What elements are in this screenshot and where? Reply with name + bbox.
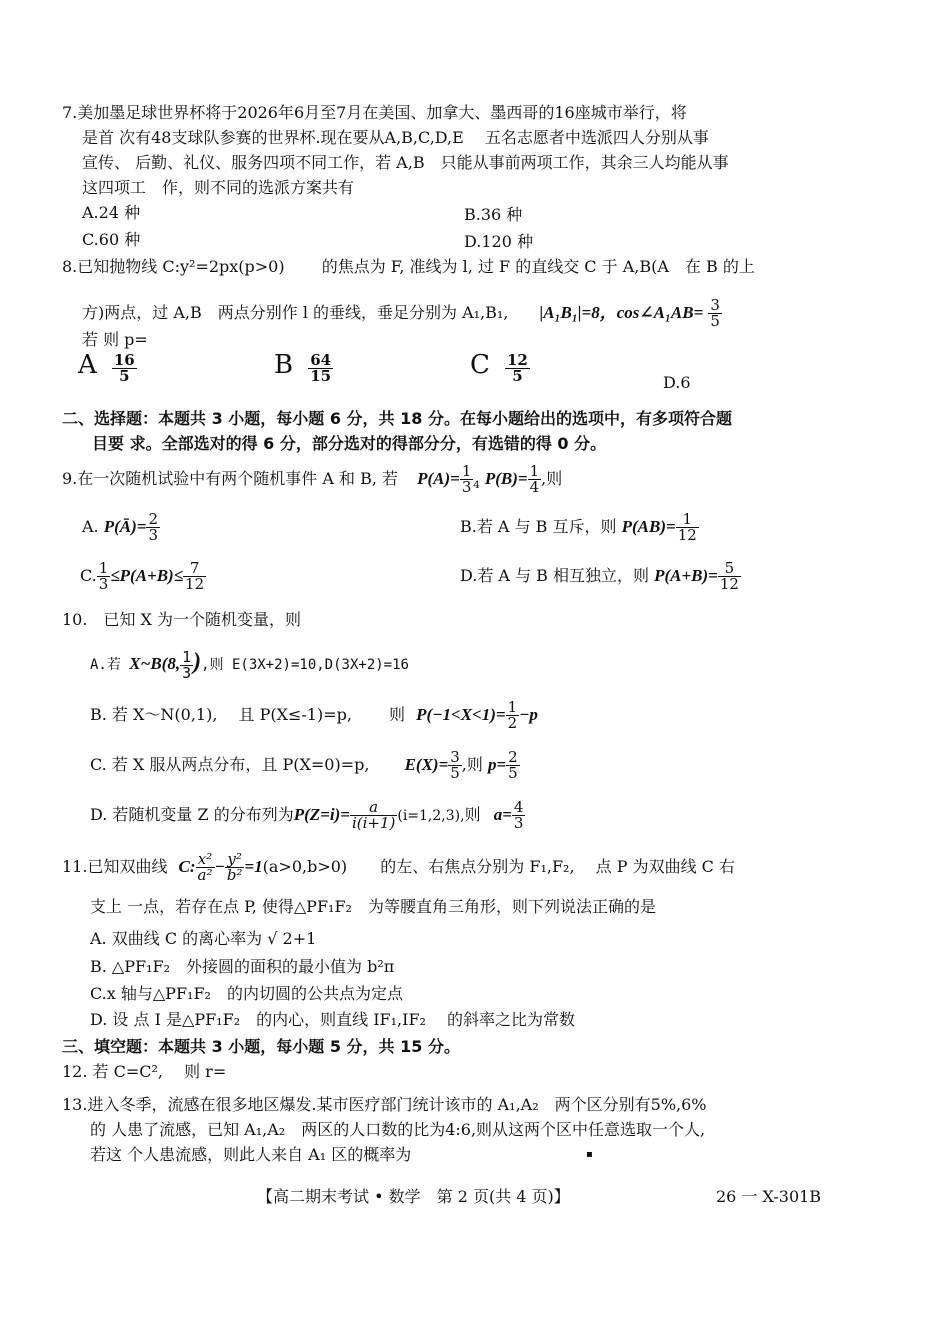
fraction-numerator: 1 [461, 462, 472, 480]
fraction-numerator: 2 [508, 748, 518, 766]
fraction-denominator: 12 [677, 526, 697, 544]
fraction-denominator: 5 [119, 367, 130, 385]
q8-option-a-fraction [112, 353, 137, 384]
fraction-denominator: 3 [98, 575, 109, 593]
q10-option-d-math: P(Z=i)= [293, 805, 350, 824]
q10-option-a-fraction [180, 647, 193, 682]
q9-option-b-text: B.若 A 与 B 互斥，则 [460, 517, 617, 536]
q7-line2: 是首 次有48支球队参赛的世界杯.现在要从A,B,C,D,E 五名志愿者中选派四人分别从事 [82, 128, 709, 147]
q10-option-b [90, 700, 538, 731]
q13-line3: 若这 个人患流感，则此人来自 A₁ 区的概率为 [90, 1145, 412, 1164]
fraction-numerator: 2 [148, 510, 159, 528]
q10-option-c-text: C. 若 X 服从两点分布，且 P(X=0)=p, [90, 755, 370, 774]
fraction-numerator: y² [225, 852, 245, 868]
fraction-denominator: 5 [512, 367, 523, 385]
q13-line2: 的 人患了流感，已知 A₁,A₂ 两区的人口数的比为4:6,则从这两个区中任意选取一个人, [90, 1120, 706, 1139]
q9-stem [62, 464, 562, 495]
q8-line2-math: |A₁B₁|=8，cos∠A₁AB= [539, 303, 704, 322]
fraction-denominator: 15 [310, 367, 332, 385]
q9-option-b-fraction [676, 512, 699, 543]
q9-option-a-math: P(Ā)= [103, 517, 147, 536]
q9-option-b [460, 512, 699, 543]
q10-option-c-math: E(X)= [404, 755, 449, 774]
fraction-denominator: 12 [719, 575, 739, 593]
q9-stem-text: 9.在一次随机试验中有两个随机事件 A 和 B, 若 [62, 469, 399, 488]
fraction-denominator: i(i+1) [351, 814, 396, 832]
q11-condition: (a>0,b>0) [262, 857, 348, 876]
q10-option-a-math: X~B(8, [129, 654, 181, 673]
q8-option-b [274, 350, 333, 384]
q8-line2-text: 方)两点，过 A,B 两点分别作 l 的垂线，垂足分别为 A₁,B₁, [82, 303, 509, 322]
q9-option-d-math: P(A+B)= [654, 566, 718, 585]
fraction-denominator: 3 [182, 663, 192, 682]
q7-option-d: D.120 种 [464, 232, 533, 251]
q9-option-a-fraction [146, 512, 160, 543]
q10-option-b-tail: −p [519, 705, 538, 724]
q11-minus: − [214, 857, 225, 876]
option-prefix: C. [80, 566, 97, 585]
option-label: C [470, 350, 490, 380]
q8-option-c-fraction [505, 353, 530, 384]
fraction-denominator: 5 [508, 764, 518, 782]
q11-option-c: C.x 轴与△PF₁F₂ 的内切圆的公共点为定点 [90, 984, 403, 1003]
fraction-numerator: 3 [450, 748, 460, 766]
fraction-denominator: 3 [513, 814, 524, 832]
q7-line3: 宣传、 后勤、礼仪、服务四项不同工作，若 A,B 只能从事前两项工作，其余三人均能从事 [82, 153, 729, 172]
q13-line1: 13.进入冬季，流感在很多地区爆发.某市医疗部门统计该市的 A₁,A₂ 两个区分别有5%,6% [62, 1095, 707, 1114]
q10-option-d-fraction [350, 800, 397, 831]
q10-option-a-tail: ,则 E(3X+2)=10,D(3X+2)=16 [201, 657, 409, 673]
fraction-numerator: a [350, 800, 397, 816]
q10-option-d [90, 800, 525, 831]
fraction-numerator: 5 [718, 561, 741, 577]
fraction-denominator: b² [226, 866, 243, 884]
q9-option-c-fraction-1 [97, 561, 111, 592]
option-label: A [78, 350, 97, 380]
q9-option-c-fraction-2 [183, 561, 206, 592]
q12-text: 12. 若 C=C², 则 r= [62, 1062, 227, 1081]
fraction-numerator: 1 [182, 647, 192, 666]
q9-option-d [460, 561, 741, 592]
q9-pb-fraction [528, 464, 542, 495]
q8-option-d: D.6 [663, 373, 691, 392]
q8-line2 [82, 298, 722, 329]
q8-option-c [470, 350, 530, 384]
fraction-numerator: 1 [529, 462, 540, 480]
q10-option-d-fraction-2 [512, 800, 526, 831]
q10-stem: 10. 已知 X 为一个随机变量，则 [62, 610, 302, 629]
q9-pa-fraction [460, 464, 474, 495]
q11-option-d: D. 设 点 I 是△PF₁F₂ 的内心，则直线 IF₁,IF₂ 的斜率之比为常数 [90, 1010, 576, 1029]
section2-heading-line1: 二、选择题：本题共 3 小题，每小题 6 分，共 18 分。在每小题给出的选项中，有多项符合题 [62, 409, 732, 428]
q9-option-c [80, 561, 206, 592]
option-label: B [274, 350, 294, 380]
q10-option-c-fraction-2 [506, 750, 520, 781]
q10-option-b-text: B. 若 X～N(0,1), 且 P(X≤-1)=p, 则 [90, 705, 406, 724]
q9-option-a [82, 512, 160, 543]
q11-stem-math: C: [178, 857, 196, 876]
option-prefix: A.若 [90, 657, 121, 673]
fraction-numerator: 1 [507, 698, 518, 716]
q10-option-b-fraction [506, 700, 520, 731]
footer-paper-code: 26 一 X-301B [716, 1187, 822, 1206]
q10-option-a-paren: ) [193, 649, 202, 675]
q10-option-d-math2: a= [493, 805, 512, 824]
q10-option-d-tail: (i=1,2,3), [397, 808, 465, 824]
footer-page-info: 【高二期末考试 • 数学 第 2 页(共 4 页)】 [257, 1187, 570, 1206]
q11-stem [62, 852, 735, 883]
q11-y-fraction [225, 852, 245, 883]
fraction-numerator: 12 [507, 351, 528, 369]
q8-line1: 8.已知抛物线 C:y²=2px(p>0) 的焦点为 F, 准线为 l, 过 F 的直线交 C 于 A,B(A 在 B 的上 [62, 257, 755, 276]
q10-option-d-text: D. 若随机变量 Z 的分布列为 [90, 805, 294, 824]
section3-heading: 三、填空题：本题共 3 小题，每小题 5 分，共 15 分。 [62, 1037, 460, 1056]
q7-line1: 7.美加墨足球世界杯将于2026年6月至7月在美国、加拿大、墨西哥的16座城市举行，将 [62, 103, 687, 122]
q9-stem-tail: ,则 [541, 469, 563, 488]
fraction-denominator: 2 [507, 714, 518, 732]
q10-option-a [90, 648, 409, 681]
q8-option-a [78, 350, 137, 384]
q9-option-d-fraction [718, 561, 741, 592]
fraction-numerator: 16 [113, 351, 135, 369]
q8-option-b-fraction [308, 353, 333, 384]
fraction-numerator: 7 [183, 561, 206, 577]
q10-option-d-then: 则 [464, 805, 481, 824]
fraction-numerator: 1 [98, 559, 109, 577]
q11-option-b: B. △PF₁F₂ 外接圆的面积的最小值为 b²π [90, 957, 395, 976]
q7-line4: 这四项工 作，则不同的选派方案共有 [82, 178, 355, 197]
q9-pa: P(A)= [417, 469, 460, 488]
section2-heading-line2: 目要 求。全部选对的得 6 分，部分选对的得部分分，有选错的得 0 分。 [92, 434, 607, 453]
q11-line2: 支上 一点，若存在点 P, 使得△PF₁F₂ 为等腰直角三角形，则下列说法正确的是 [90, 897, 656, 916]
option-prefix: A. [82, 517, 99, 536]
q13-answer-mark: ▪ [586, 1149, 593, 1160]
fraction-denominator: 4 [529, 478, 540, 496]
fraction-numerator: x² [196, 852, 215, 868]
q11-stem-tail: 的左、右焦点分别为 F₁,F₂, 点 P 为双曲线 C 右 [380, 857, 735, 876]
q7-option-b: B.36 种 [464, 205, 523, 224]
fraction-numerator: 64 [310, 351, 332, 369]
q9-option-d-text: D.若 A 与 B 相互独立，则 [460, 566, 650, 585]
fraction-numerator: 3 [710, 296, 720, 314]
fraction-denominator: a² [197, 866, 213, 884]
fraction-denominator: 5 [710, 312, 720, 330]
fraction-numerator: 4 [513, 798, 524, 816]
fraction-denominator: 3 [148, 526, 159, 544]
fraction-denominator: 12 [185, 575, 205, 593]
q9-pb: P(B)= [484, 469, 528, 488]
q10-option-c [90, 750, 520, 781]
q9-pa-subscript: 4 [473, 480, 480, 492]
fraction-denominator: 5 [450, 764, 460, 782]
q8-line2-fraction [708, 298, 722, 329]
fraction-numerator: 1 [676, 512, 699, 528]
q11-stem-prefix: 11.已知双曲线 [62, 857, 168, 876]
q10-option-c-math2: p= [487, 755, 507, 774]
fraction-denominator: 3 [461, 478, 472, 496]
q10-option-c-then: ,则 [461, 755, 483, 774]
q8-line3: 若 则 p= [82, 330, 148, 349]
q10-option-b-math: P(−1<X<1)= [416, 705, 506, 724]
q9-option-c-math: ≤P(A+B)≤ [110, 566, 184, 585]
q11-equals: =1 [244, 857, 263, 876]
q10-option-c-fraction [448, 750, 462, 781]
q11-x-fraction [196, 852, 215, 883]
q7-option-a: A.24 种 [82, 203, 141, 222]
q11-option-a: A. 双曲线 C 的离心率为 √ 2+1 [90, 929, 317, 948]
q9-option-b-math: P(AB)= [621, 517, 676, 536]
q7-option-c: C.60 种 [82, 230, 141, 249]
